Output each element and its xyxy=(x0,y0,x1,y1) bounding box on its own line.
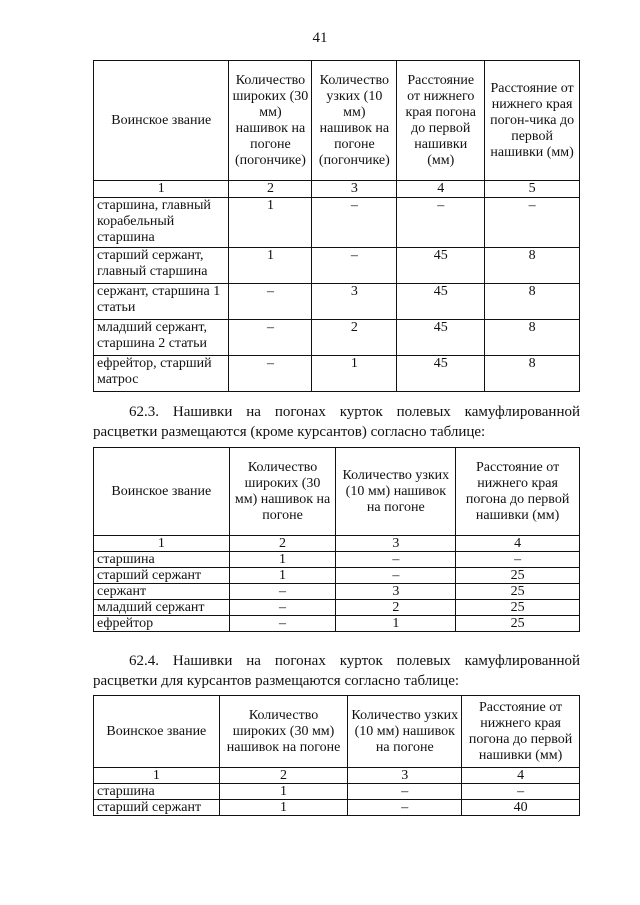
table-header-row xyxy=(94,696,580,768)
value-cell: 1 xyxy=(336,616,456,632)
rank-cell: сержант xyxy=(94,584,230,600)
value-cell: – xyxy=(312,198,397,248)
rank-cell: старшина, главный корабельный старшина xyxy=(94,198,229,248)
header-distance: Расстояние от нижнего края погона до первой нашивки (мм) xyxy=(456,448,580,536)
value-cell: – xyxy=(229,600,336,616)
value-cell: 25 xyxy=(456,600,580,616)
value-cell: 45 xyxy=(397,356,485,392)
value-cell: 25 xyxy=(456,584,580,600)
column-number-row xyxy=(94,536,580,552)
rank-cell: старшина xyxy=(94,552,230,568)
table-row xyxy=(94,356,580,392)
rank-cell: младший сержант, старшина 2 статьи xyxy=(94,320,229,356)
value-cell: – xyxy=(348,784,462,800)
rank-cell: ефрейтор xyxy=(94,616,230,632)
value-cell: 1 xyxy=(229,198,312,248)
header-wide-stripes: Количество широких (30 мм) нашивок на погоне (погончике) xyxy=(229,61,312,181)
header-distance-small-board: Расстояние от нижнего края погон-чика до первой нашивки (мм) xyxy=(485,61,580,181)
header-wide-stripes: Количество широких (30 мм) нашивок на погоне xyxy=(229,448,336,536)
header-rank: Воинское звание xyxy=(94,696,220,768)
value-cell: 3 xyxy=(312,284,397,320)
value-cell: – xyxy=(336,568,456,584)
value-cell: – xyxy=(229,320,312,356)
table-row xyxy=(94,320,580,356)
value-cell: 3 xyxy=(336,584,456,600)
rank-cell: старший сержант xyxy=(94,568,230,584)
table-row xyxy=(94,284,580,320)
value-cell: – xyxy=(312,248,397,284)
column-number: 5 xyxy=(485,181,580,198)
table-row xyxy=(94,600,580,616)
rank-cell: старшина xyxy=(94,784,220,800)
value-cell: 8 xyxy=(485,356,580,392)
value-cell: 1 xyxy=(229,248,312,284)
table-header-row xyxy=(94,448,580,536)
value-cell: 8 xyxy=(485,320,580,356)
value-cell: 1 xyxy=(229,552,336,568)
value-cell: 25 xyxy=(456,568,580,584)
column-number: 3 xyxy=(336,536,456,552)
value-cell: – xyxy=(229,616,336,632)
value-cell: – xyxy=(456,552,580,568)
table-row xyxy=(94,784,580,800)
table-rank-stripes-shoulder xyxy=(93,60,580,392)
column-number: 2 xyxy=(229,181,312,198)
value-cell: – xyxy=(462,784,580,800)
column-number: 4 xyxy=(462,768,580,784)
header-rank: Воинское звание xyxy=(94,448,230,536)
page-number: 41 xyxy=(312,30,328,46)
value-cell: 1 xyxy=(219,800,348,816)
value-cell: 8 xyxy=(485,248,580,284)
table-field-jacket-stripes xyxy=(93,447,580,632)
value-cell: 1 xyxy=(312,356,397,392)
value-cell: – xyxy=(397,198,485,248)
value-cell: 40 xyxy=(462,800,580,816)
paragraph-62-3: 62.3. Нашивки на погонах курток полевых камуфлированной расцветки размещаются (кроме курсантов) согласно таблице: xyxy=(93,404,580,440)
header-narrow-stripes: Количество узких (10 мм) нашивок на погоне xyxy=(348,696,462,768)
column-number-row xyxy=(94,768,580,784)
value-cell: 45 xyxy=(397,320,485,356)
table-cadet-stripes xyxy=(93,695,580,816)
value-cell: 1 xyxy=(219,784,348,800)
header-wide-stripes: Количество широких (30 мм) нашивок на погоне xyxy=(219,696,348,768)
column-number: 1 xyxy=(94,536,230,552)
column-number: 1 xyxy=(94,768,220,784)
value-cell: – xyxy=(336,552,456,568)
table-row xyxy=(94,584,580,600)
value-cell: – xyxy=(485,198,580,248)
column-number: 3 xyxy=(348,768,462,784)
value-cell: 45 xyxy=(397,248,485,284)
value-cell: 45 xyxy=(397,284,485,320)
table-row xyxy=(94,198,580,248)
value-cell: – xyxy=(229,356,312,392)
column-number: 2 xyxy=(229,536,336,552)
value-cell: 2 xyxy=(312,320,397,356)
table-row xyxy=(94,248,580,284)
rank-cell: старший сержант, главный старшина xyxy=(94,248,229,284)
column-number-row xyxy=(94,181,580,198)
header-distance-shoulder-board: Расстояние от нижнего края погона до первой нашивки (мм) xyxy=(397,61,485,181)
value-cell: 8 xyxy=(485,284,580,320)
paragraph-62-4: 62.4. Нашивки на погонах курток полевых камуфлированной расцветки для курсантов размещаются согласно таблице: xyxy=(93,653,580,689)
table-row xyxy=(94,568,580,584)
column-number: 3 xyxy=(312,181,397,198)
header-rank: Воинское звание xyxy=(94,61,229,181)
table-row xyxy=(94,552,580,568)
header-narrow-stripes: Количество узких (10 мм) нашивок на погоне xyxy=(336,448,456,536)
value-cell: – xyxy=(229,284,312,320)
column-number: 2 xyxy=(219,768,348,784)
column-number: 4 xyxy=(397,181,485,198)
table-header-row xyxy=(94,61,580,181)
value-cell: 25 xyxy=(456,616,580,632)
value-cell: – xyxy=(348,800,462,816)
rank-cell: младший сержант xyxy=(94,600,230,616)
header-distance: Расстояние от нижнего края погона до первой нашивки (мм) xyxy=(462,696,580,768)
rank-cell: старший сержант xyxy=(94,800,220,816)
value-cell: 1 xyxy=(229,568,336,584)
column-number: 4 xyxy=(456,536,580,552)
rank-cell: ефрейтор, старший матрос xyxy=(94,356,229,392)
table-row xyxy=(94,616,580,632)
table-row xyxy=(94,800,580,816)
header-narrow-stripes: Количество узких (10 мм) нашивок на погоне (погончике) xyxy=(312,61,397,181)
value-cell: 2 xyxy=(336,600,456,616)
column-number: 1 xyxy=(94,181,229,198)
value-cell: – xyxy=(229,584,336,600)
rank-cell: сержант, старшина 1 статьи xyxy=(94,284,229,320)
